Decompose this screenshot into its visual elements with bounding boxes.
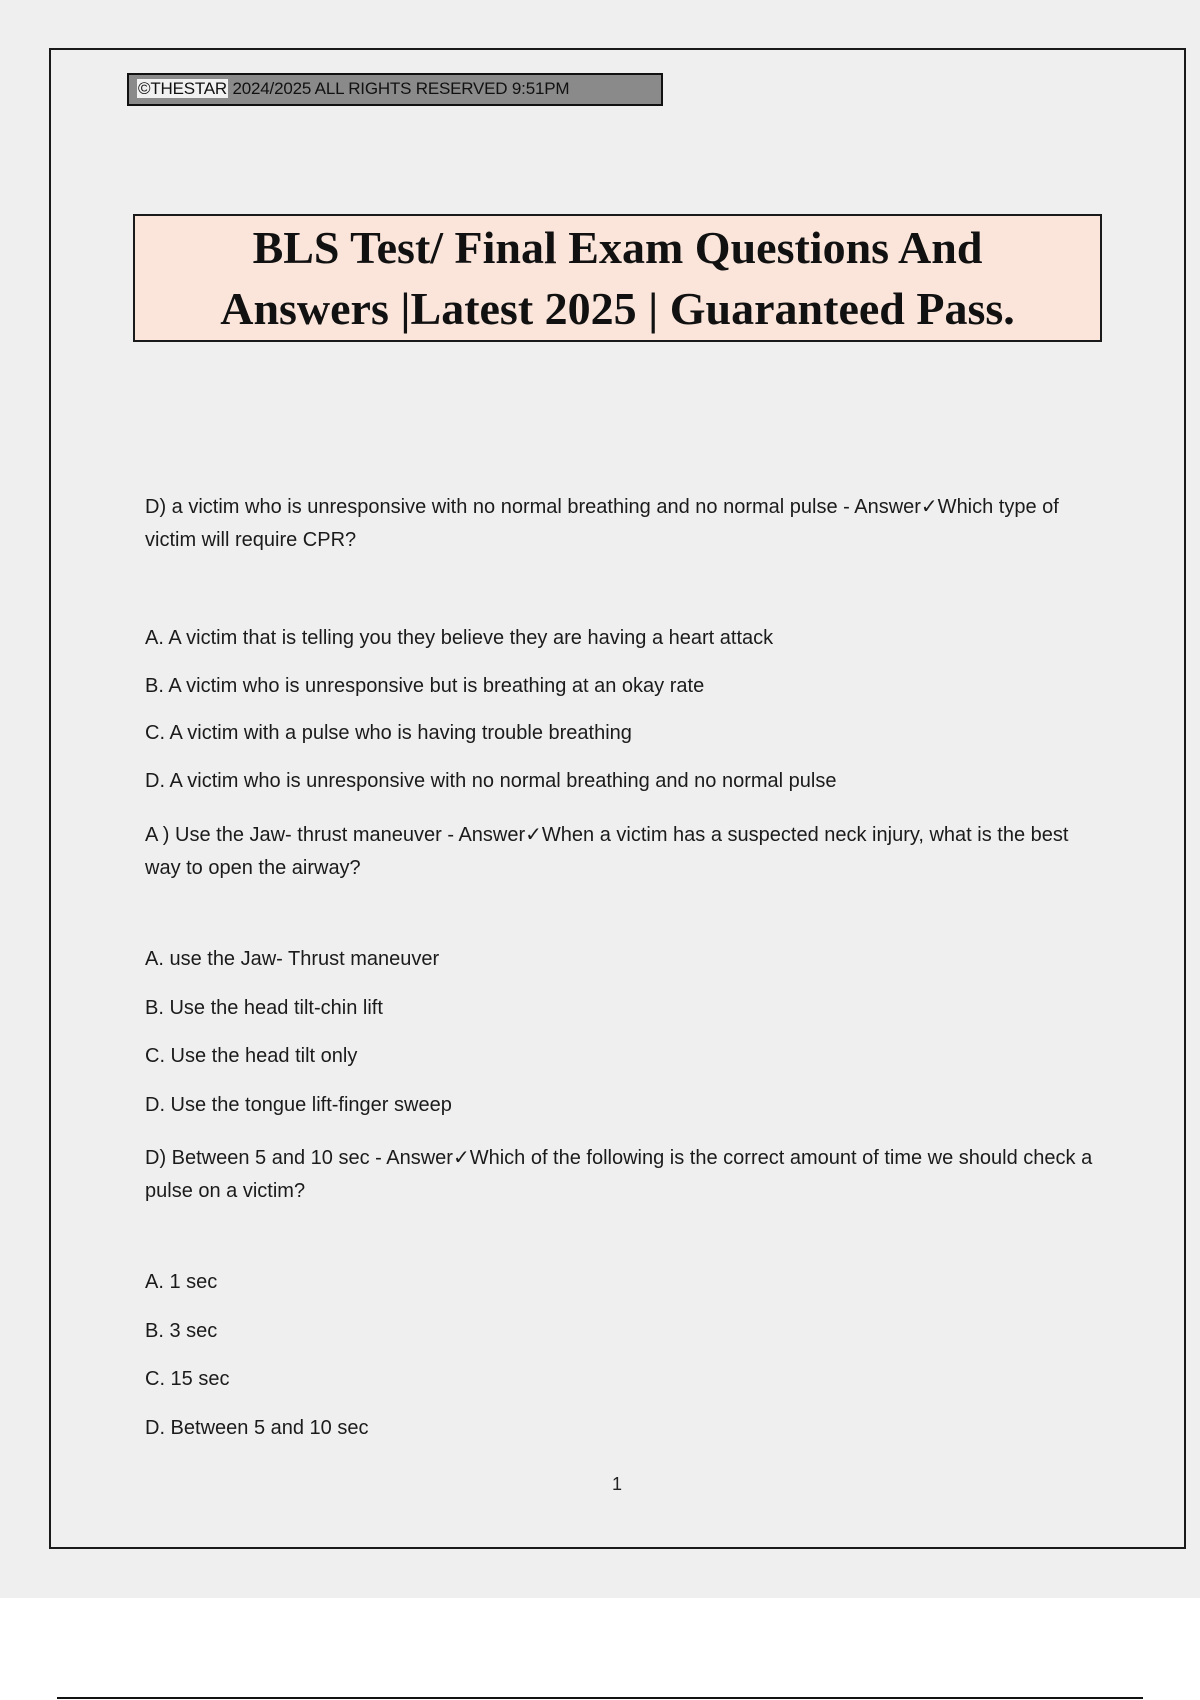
answer-option: A. use the Jaw- Thrust maneuver	[145, 948, 440, 970]
answer-option: B. 3 sec	[145, 1320, 218, 1342]
title-line-1: BLS Test/ Final Exam Questions And	[252, 222, 983, 273]
answer-option: A. 1 sec	[145, 1271, 218, 1293]
title-box	[133, 214, 1102, 342]
title-line-2: Answers |Latest 2025 | Guaranteed Pass.	[220, 283, 1015, 334]
question-stem: D) Between 5 and 10 sec - Answer✓Which of the following is the correct amount of time we should check a pulse on a victim?	[145, 1147, 1093, 1202]
copyright-banner	[127, 73, 663, 106]
document-title	[220, 217, 1015, 339]
next-page-top-rule	[57, 1697, 1143, 1699]
question-stem: D) a victim who is unresponsive with no normal breathing and no normal pulse - Answer✓Which type of victim will require CPR?	[145, 496, 1059, 551]
answer-option: C. A victim with a pulse who is having trouble breathing	[145, 722, 632, 744]
question-stem: A ) Use the Jaw- thrust maneuver - Answer✓When a victim has a suspected neck injury, what is the best way to open the airway?	[145, 824, 1069, 879]
answer-option: C. 15 sec	[145, 1368, 230, 1390]
answer-option: D. Between 5 and 10 sec	[145, 1417, 369, 1439]
answer-option: D. A victim who is unresponsive with no normal breathing and no normal pulse	[145, 770, 837, 792]
answer-option: D. Use the tongue lift-finger sweep	[145, 1094, 452, 1116]
copyright-text: 2024/2025 ALL RIGHTS RESERVED 9:51PM	[228, 79, 570, 98]
copyright-brand: ©THESTAR	[138, 79, 228, 98]
page-number: 1	[611, 1474, 622, 1494]
answer-option: B. A victim who is unresponsive but is breathing at an okay rate	[145, 675, 705, 697]
answer-option: A. A victim that is telling you they believe they are having a heart attack	[145, 627, 774, 649]
answer-option: C. Use the head tilt only	[145, 1045, 358, 1067]
answer-option: B. Use the head tilt-chin lift	[145, 997, 383, 1019]
